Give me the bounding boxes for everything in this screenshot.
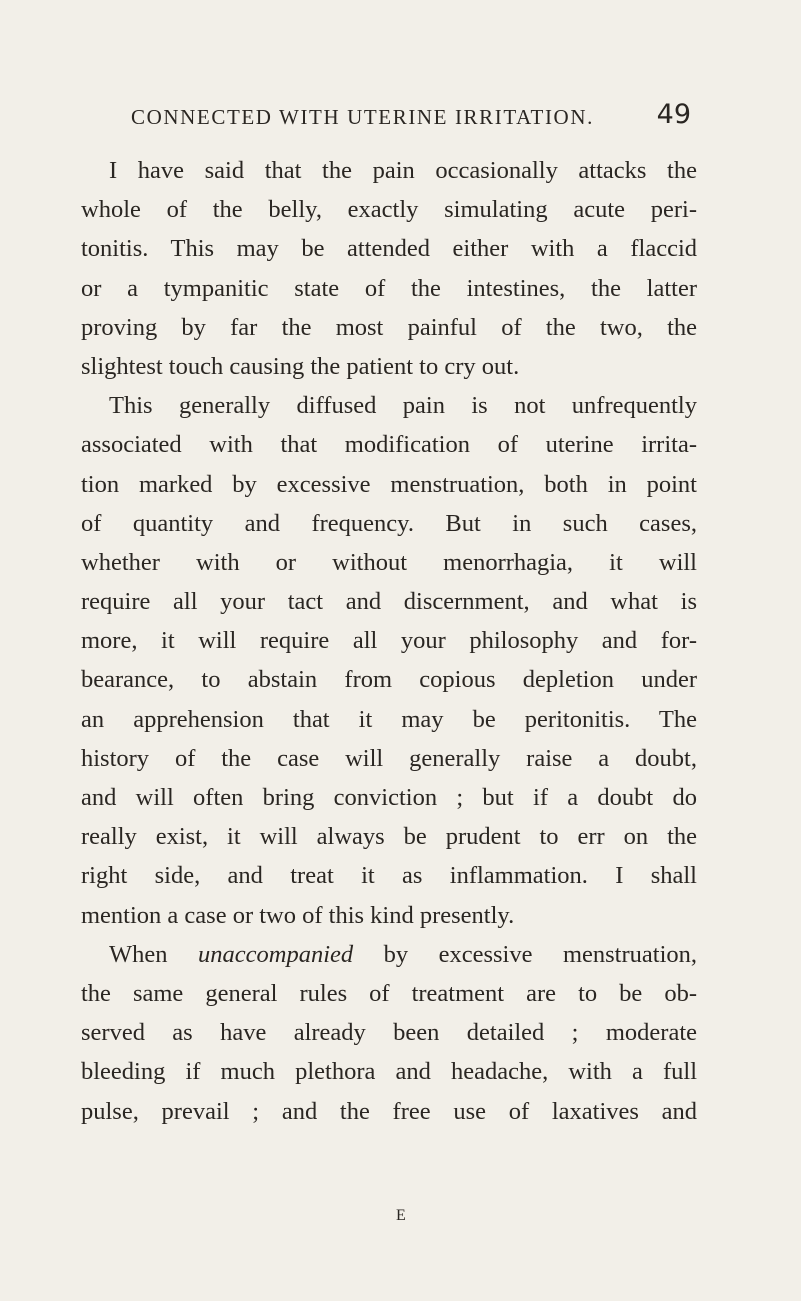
text-line: right side, and treat it as inflammation. I shall: [81, 862, 697, 890]
text-segment: by excessive menstruation,: [353, 940, 698, 968]
text-line: I have said that the pain occasionally attacks the: [109, 157, 697, 184]
text-line: and will often bring conviction ; but if a doubt do: [81, 784, 697, 811]
text-line: slightest touch causing the patient to cry out.: [81, 352, 520, 380]
text-line: of quantity and frequency. But in such cases,: [81, 509, 697, 537]
text-line: history of the case will generally raise a doubt,: [81, 744, 697, 772]
text-line: served as have already been detailed ; moderate: [81, 1019, 697, 1047]
text-line: more, it will require all your philosophy and for-: [81, 627, 697, 655]
text-segment: When: [109, 940, 198, 968]
body-text: [81, 151, 697, 1131]
text-line: pulse, prevail ; and the free use of laxatives and: [81, 1097, 697, 1125]
text-line: tonitis. This may be attended either with a flaccid: [81, 235, 697, 263]
page-number: 49: [656, 99, 691, 130]
emphasis-word: unaccompanied: [198, 940, 354, 968]
text-line: an apprehension that it may be peritonitis. The: [81, 705, 697, 733]
text-line: proving by far the most painful of the two, the: [81, 313, 697, 341]
running-title: CONNECTED WITH UTERINE IRRITATION.: [131, 105, 594, 129]
text-line: require all your tact and discernment, and what is: [81, 588, 697, 616]
signature-mark: E: [396, 1207, 407, 1224]
text-line: mention a case or two of this kind presently.: [81, 901, 515, 929]
text-line: or a tympanitic state of the intestines, the latter: [81, 274, 697, 302]
running-head: [131, 100, 691, 134]
text-line: bleeding if much plethora and headache, with a full: [81, 1058, 697, 1086]
text-line: This generally diffused pain is not unfrequently: [109, 392, 697, 420]
text-line: associated with that modification of uterine irrita-: [81, 431, 697, 459]
text-line: whether with or without menorrhagia, it will: [81, 548, 697, 576]
text-line-with-emphasis: [81, 935, 697, 974]
text-line: whole of the belly, exactly simulating acute peri-: [81, 196, 697, 224]
text-line: bearance, to abstain from copious depletion under: [81, 666, 697, 694]
text-line: the same general rules of treatment are to be ob-: [81, 979, 697, 1007]
text-line: tion marked by excessive menstruation, both in point: [81, 470, 697, 498]
text-line: really exist, it will always be prudent to err on the: [81, 823, 697, 851]
